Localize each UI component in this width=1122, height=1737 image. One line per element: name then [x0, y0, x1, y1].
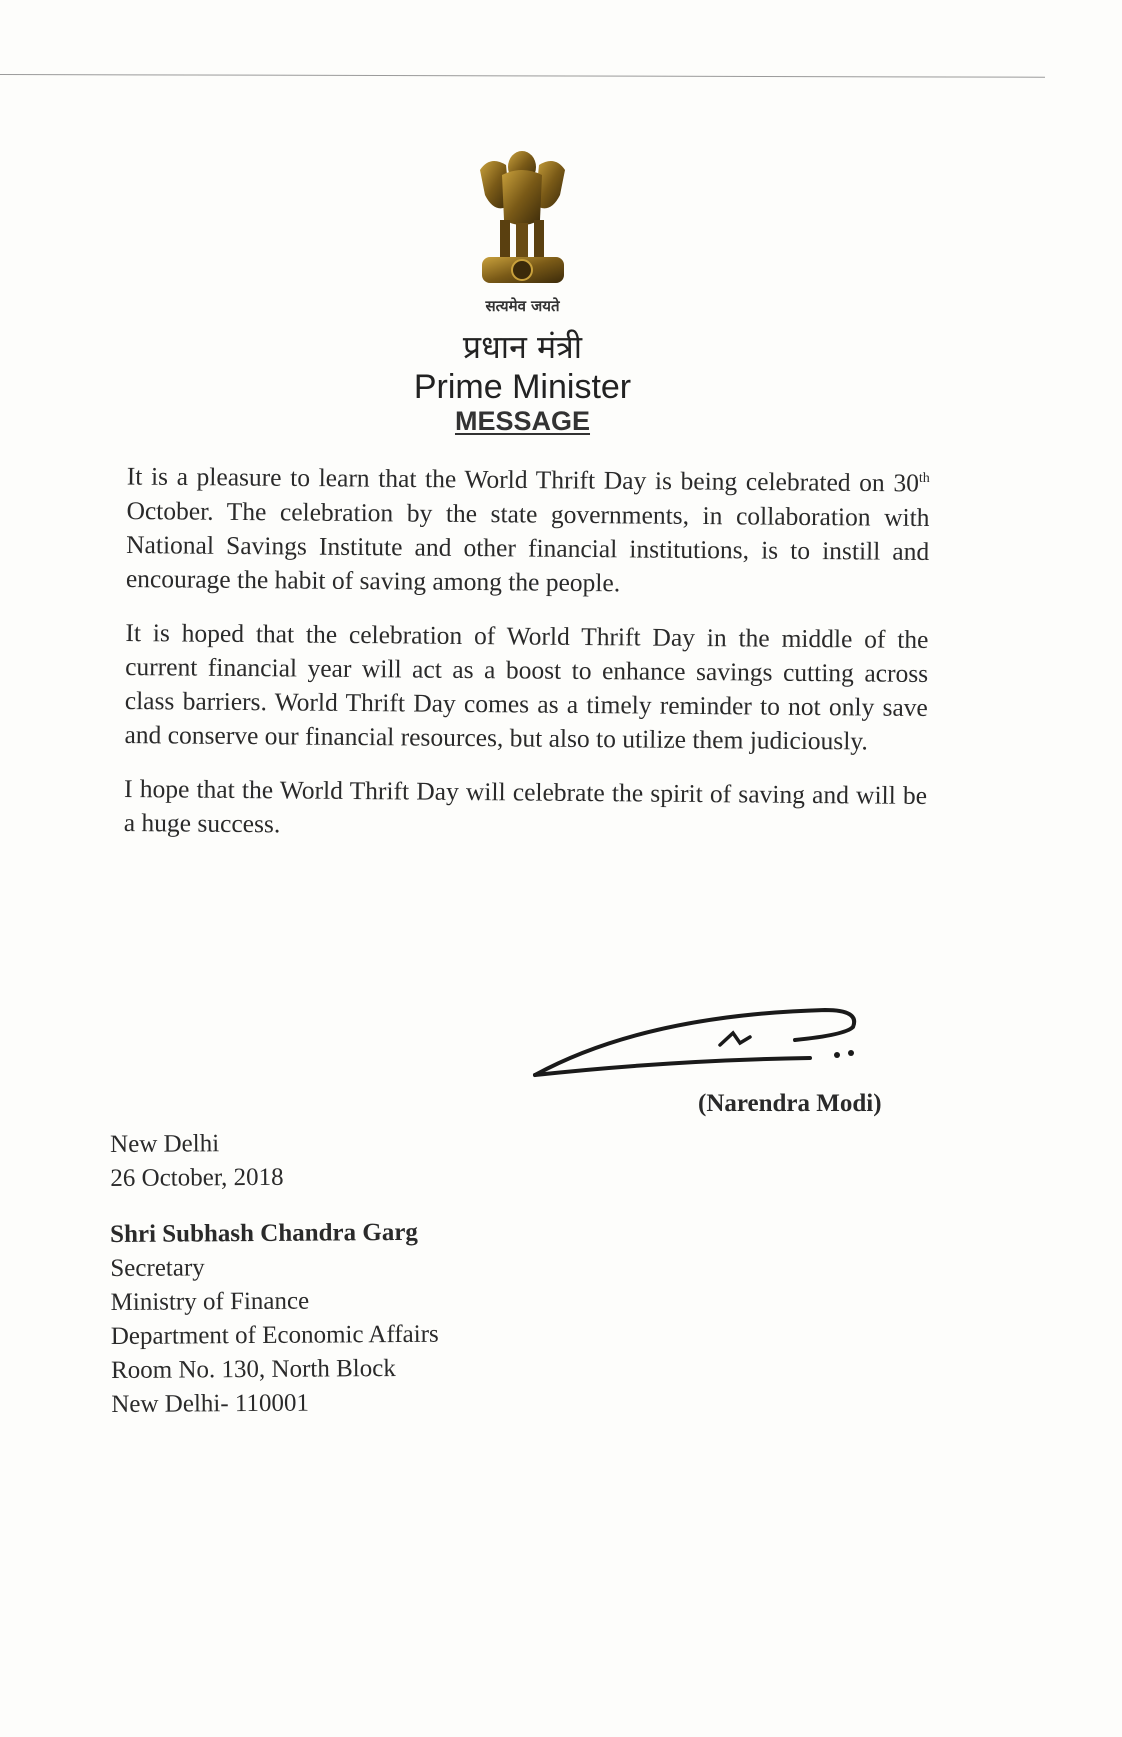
place-date	[110, 1127, 284, 1196]
place: New Delhi	[110, 1130, 220, 1158]
addressee-name: Shri Subhash Chandra Garg	[110, 1218, 418, 1248]
paragraph-text: It is a pleasure to learn that the World Thrift Day is being celebrated on 30	[126, 461, 920, 498]
addressee-line: Room No. 130, North Block	[110, 1355, 396, 1384]
date: 26 October, 2018	[110, 1163, 284, 1192]
addressee-block	[110, 1216, 439, 1422]
addressee-line: Department of Economic Affairs	[110, 1320, 439, 1350]
addressee-line: Ministry of Finance	[110, 1287, 310, 1316]
paragraph-1	[126, 455, 930, 603]
paragraph-2: It is hoped that the celebration of World Thrift Day in the middle of the current financial year will act as a boost to enhance savings cutting across class barriers. World Thrift Day comes as a timely reminder to not only save and conserve our financial resources, but also to utilize them judiciously.	[124, 617, 929, 755]
paragraph-text: October. The celebration by the state governments, in collaboration with National Savings Institute and other financial institutions, is to instill and encourage the habit of saving among the people.	[125, 495, 930, 597]
addressee-line: New Delhi- 110001	[111, 1389, 310, 1418]
title-hindi: प्रधान मंत्री	[462, 328, 583, 366]
message-body	[123, 455, 929, 866]
national-emblem-icon	[470, 145, 575, 295]
ordinal-suffix: th	[918, 470, 930, 487]
signature-icon	[525, 995, 875, 1095]
signatory-name: (Narendra Modi)	[698, 1090, 882, 1117]
message-heading: MESSAGE	[454, 406, 591, 436]
title-english: Prime Minister	[413, 368, 632, 406]
paragraph-3: I hope that the World Thrift Day will celebrate the spirit of saving and will be a huge success.	[123, 773, 928, 838]
header-rule	[0, 74, 1045, 78]
emblem-motto: सत्यमेव जयते	[485, 297, 560, 315]
addressee-line: Secretary	[110, 1254, 205, 1282]
